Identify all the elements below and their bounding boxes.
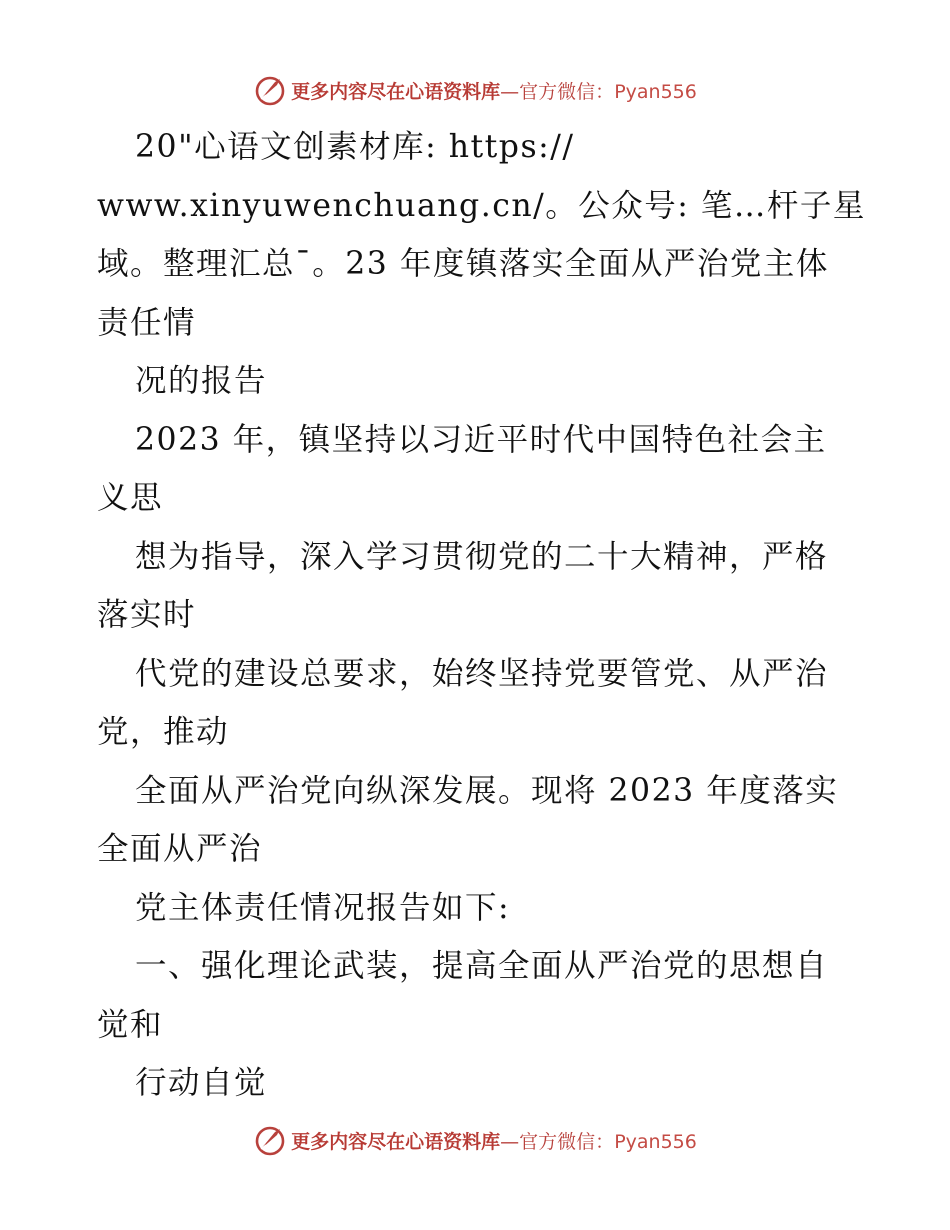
header-watermark-banner [0, 70, 950, 110]
text-line: 义思 [97, 480, 164, 516]
text-line: 想为指导，深入学习贯彻党的二十大精神，严格 [135, 538, 829, 575]
watermark-wechat-id: Pyan556 [614, 80, 697, 103]
text-line: 全面从严治 [97, 831, 263, 867]
footer-watermark-banner [0, 1120, 950, 1160]
watermark-site-name: 更多内容尽在心语资料库 [291, 80, 501, 103]
pen-circle-logo-icon [253, 1123, 287, 1157]
document-body [97, 118, 897, 1113]
text-line: 全面从严治党向纵深发展。现将 2023 年度落实 [135, 772, 839, 809]
watermark-text [291, 77, 697, 104]
text-line: 觉和 [97, 1006, 164, 1043]
text-line: 况的报告 [135, 363, 268, 399]
watermark-wechat-id: Pyan556 [614, 1130, 697, 1153]
pen-circle-logo-icon [253, 73, 287, 107]
text-line: 行动自觉 [135, 1065, 268, 1101]
text-line: 代党的建设总要求，始终坚持党要管党、从严治 [135, 655, 829, 692]
text-line: 2023 年，镇坚持以习近平时代中国特色社会主 [135, 421, 827, 458]
watermark-wechat-label: —官方微信： [500, 1130, 615, 1153]
watermark-site-name: 更多内容尽在心语资料库 [291, 1130, 501, 1153]
text-line: 20"心语文创素材库: https:// [135, 129, 575, 165]
text-line: 落实时 [97, 597, 197, 633]
text-line: 责任情 [97, 304, 197, 341]
watermark-wechat-label: —官方微信： [500, 80, 615, 103]
watermark-text [291, 1127, 697, 1154]
text-line: 域。整理汇总¯。23 年度镇落实全面从严治党主体 [97, 246, 829, 282]
text-line: 一、强化理论武装，提高全面从严治党的思想自 [135, 948, 829, 984]
text-line: www.xinyuwenchuang.cn/。公众号: 笔…杆子星 [97, 187, 866, 224]
text-line: 党，推动 [97, 714, 230, 750]
text-line: 党主体责任情况报告如下: [135, 889, 511, 926]
